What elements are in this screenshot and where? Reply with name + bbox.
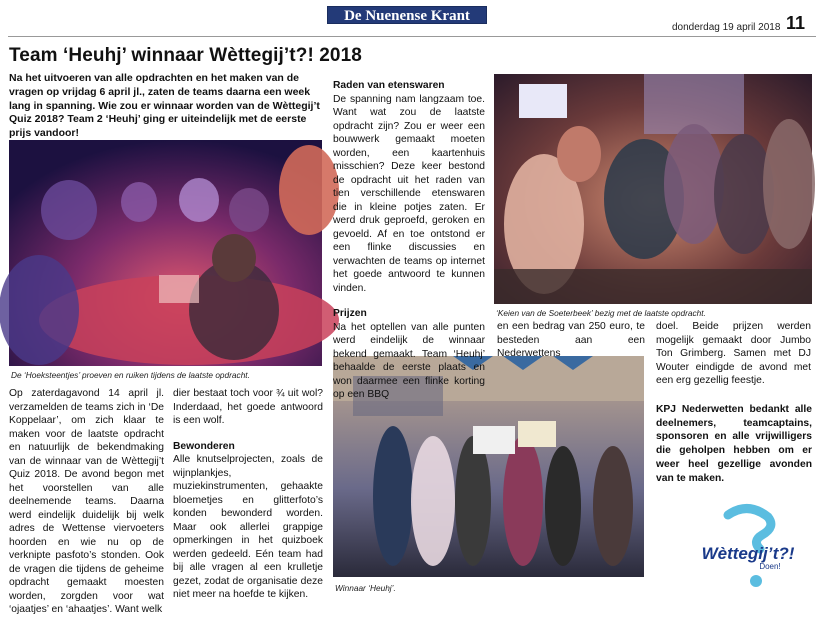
subheading-raden: Raden van etenswaren [333,80,445,91]
subheading-prijzen: Prijzen [333,308,367,319]
logo-text: Wèttegij’t?! [701,544,795,563]
page-number: 11 [786,13,806,33]
masthead: De Nuenense Krant [327,6,487,24]
caption-bottom-photo: Winnaar ‘Heuhj’. [335,583,396,593]
header-rule [8,36,816,37]
column-3-paragraph-1: De spanning nam langzaam toe. Want wat zou de laatste opdracht zijn? Zou er weer een bouwwerk gemaakt moeten worden, een kaartenhuis misschien? Deze keer bestond de opdracht uit het raden van tien verschillende etenswaren die in kleine potjes zaten. Er werd druk geproefd, geroken en gevoeld. Af en toe ontstond er een flinke discussies en verwachten de teams op internet het goede antwoord te kunnen vinden. [333,93,485,294]
article-headline: Team ‘Heuhj’ winnaar Wèttegij’t?! 2018 [9,45,362,66]
caption-right-photo: ‘Keien van de Soeterbeek’ bezig met de laatste opdracht. [496,308,706,318]
column-3 [333,79,485,402]
subheading-bewonderen: Bewonderen [173,440,235,452]
column-3-paragraph-2: Na het optellen van alle punten werd eindelijk de winnaar bekend gemaakt. Team ‘Heuhj’ behaalde de eerste plaats en won daarmee een flinke korting op een BBQ [333,321,485,400]
continuation-middle: en een bedrag van 250 euro, te besteden aan een Nederwettens [497,321,645,359]
logo-subtext: Doen! [759,562,781,571]
column-2-paragraph-2: Alle knutselprojecten, zoals de wijnplankjes, muziekinstrumenten, gehaakte bloemetjes en glitterfoto’s konden bewonderd worden. Maar ook allerlei grappige opmerkingen in het quizboek werden gedeeld. Eén team had bij alle vragen al een krulletje gezet, zodat de organisatie deze niet meer na hoefde te kijken. [173,454,323,600]
column-1 [9,387,164,617]
wettegijt-logo [698,505,798,587]
issue-date: donderdag 19 april 2018 [672,22,781,33]
continuation-right: doel. Beide prijzen werden mogelijk gemaakt door Jumbo Ton Grimberg. Samen met DJ Wouter eindigde de avond met een erg gezellig feestje. [656,321,811,386]
column-2 [173,387,323,602]
photo-keien-soeterbeek [494,74,812,304]
column-1-paragraph: Op zaterdagavond 14 april jl. verzamelden de teams zich in ‘De Koppelaar’, om zich klaar te maken voor de laatste opdracht en natuurlijk de bekendmaking van de winnaar van de Wèttegij’t Quiz 2018. De avond begon met het voorstellen van alle deelnemende teams. Daarna werd eindelijk duidelijk bij welk adres de Wettense viervoeters hoorden en wie nu op de verknipte pasfoto’s stonden. Ook de vragen die tijdens de geheime opdracht gemaakt moesten worden, zorgden voor wat ‘ojaatjes’ en ‘ahaatjes’. Want welk [9,388,164,615]
caption-left-photo: De ‘Hoeksteentjes’ proeven en ruiken tijdens de laatste opdracht. [11,370,250,380]
photo-hoeksteentjes [9,140,322,366]
thanks-statement: KPJ Nederwetten bedankt alle deelnemers, teamcaptains, sponsoren en alle vrijwilligers die geholpen hebben om er weer heel gezellige avonden van te maken. [656,404,812,484]
article-lead: Na het uitvoeren van alle opdrachten en het maken van de vragen op vrijdag 6 april jl., zaten de teams daarna een week lang in spanning. Wie zou er winnaar worden van de Wèttegij’t Quiz 2018? Team 2 ‘Heuhj’ ging er uiteindelijk met de eerste prijs vandoor! [9,72,320,140]
column-2-paragraph-1: dier bestaat toch voor ¾ uit wol? Inderdaad, het goede antwoord is een wolf. [173,388,323,426]
